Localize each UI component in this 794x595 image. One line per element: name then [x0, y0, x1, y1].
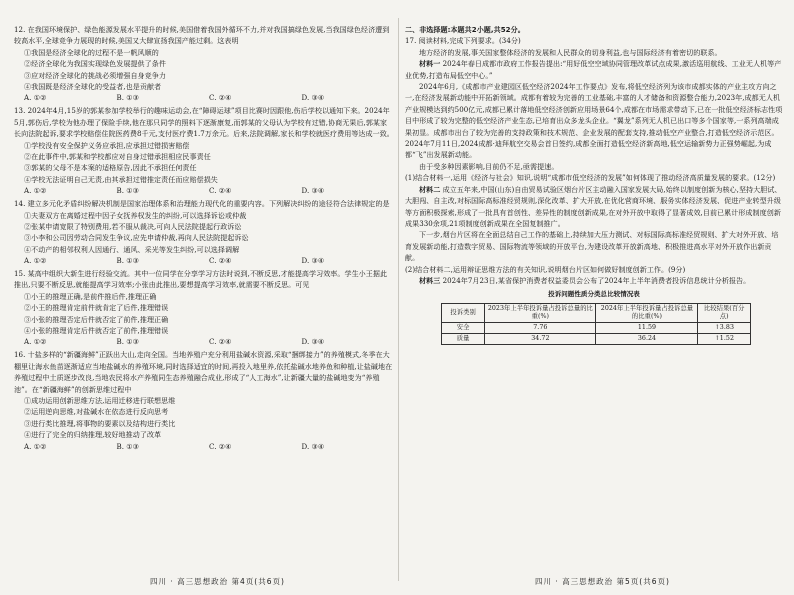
material-1-label: 材料一 [419, 59, 441, 69]
option-2: ②张某申请宽限了特别费用,若不服从裁决,可向人民法院提起行政诉讼 [24, 221, 242, 231]
table-caption: 投诉问题性质分类总比较情况表 [548, 290, 640, 299]
option-2: ②运用逆向思维,对盐碱水在依态进行反向思考 [24, 407, 169, 417]
choice-b[interactable]: B. ①③ [116, 93, 140, 103]
answer-choices [14, 92, 394, 103]
choice-a[interactable]: A. ①② [24, 256, 47, 266]
choice-a[interactable]: A. ①② [24, 93, 47, 103]
option-3: ③小张的推理否定后件就否定了前件,推理正确 [24, 314, 169, 324]
page-footer-left: 四川 · 高三思想政治 第4页(共6页) [150, 577, 285, 586]
choice-b[interactable]: B. ①③ [116, 337, 140, 347]
material-3-text: 2024年7月23日,某省保护消费者权益委员会公布了2024年上半年消费者投诉信息统计分析报告。 [442, 275, 751, 285]
option-1: ①夫妻双方在离婚过程中因子女抚养权发生的纠纷,可以选择诉讼或仲裁 [24, 210, 247, 220]
table-header-row [442, 303, 751, 322]
header-change: 比较结果(百分点) [698, 303, 751, 322]
choice-d[interactable]: D. ③④ [301, 93, 325, 103]
material-1-para-c: 由于受多种因素影响,目前仍不足,亟需提速。 [419, 161, 559, 171]
question-14 [14, 198, 394, 266]
option-3: ③小李和公司因劳动合同发生争议,应先申请仲裁,再向人民法院提起诉讼 [24, 233, 249, 243]
option-1: ①学校没有安全保护义务应承担,应承担过错损害赔偿 [24, 140, 190, 150]
material-2-label: 材料二 [419, 184, 441, 194]
option-4: ④进行了完全的归纳推理,较好地推动了改革 [24, 430, 162, 440]
header-category: 投诉类别 [442, 303, 485, 322]
question-stem: 13. 2024年4月,15岁的郭某参加学校举行的趣味运动会,在“障碍运球”项目比赛时因跟他,伤后学校以通知下来。2024年5月,郭伤后,学校为他办理了保险手续,他在那只同学的照料下逐渐康复,而郭某的父母认为学校有过错,协商无果后,郭某家长向法院起诉,要求学校赔偿住院医药费8千元,支付医疗费1.7万余元。后来,法院调解,家长和学校就医疗费用等达成一致。 [14, 106, 394, 139]
cell: 安全 [442, 322, 485, 333]
choice-c[interactable]: C. ②④ [209, 337, 232, 347]
material-2-para-b: 下一步,烟台片区将在全面总结自己工作的基础上,持续加大压力测试、对标国际高标准经贸规则、扩大对外开放、培育发展新动能,打造数字贸易、国际物流等领域的开放平台,为建设改革开放新高地、积极推进高水平对外开放作出新贡献。 [405, 230, 779, 263]
page-footer-right: 四川 · 高三思想政治 第5页(共6页) [535, 577, 670, 586]
option-4: ④不动产的相邻权利人因通行、通风、采光等发生纠纷,可以选择调解 [24, 244, 240, 254]
choice-d[interactable]: D. ③④ [301, 337, 325, 347]
cell: ↑3.83 [698, 322, 751, 333]
choice-c[interactable]: C. ②④ [209, 256, 232, 266]
option-3: ③应对经济全球化的挑战必须增强自身竞争力 [24, 70, 166, 80]
cell: 质量 [442, 333, 485, 344]
choice-d[interactable]: D. ③④ [301, 256, 325, 266]
question-stem: 16. 十盐多样的“新疆海鲜”正跃出大山,走向全国。当地养殖户充分利用盐碱水资源,采取“捆绑接力”的养殖模式,冬季在大棚里让海水鱼苗逐渐适应当地盐碱水的养殖环境,同时选择适宜的时间,再投入地里养,依托盐碱水地养鱼和种植,让盐碱地在养殖过程中土质逐步改良,当地农民将水产养殖同生态养殖融合成业,形成了“人工海水”,让新疆大量的盐碱地变为“养殖池”。在“新疆海鲜”的创新思维过程中 [14, 350, 393, 394]
complaint-stats-table [441, 303, 751, 345]
column-divider [398, 18, 399, 581]
answer-choices [14, 185, 394, 196]
choice-a[interactable]: A. ①② [24, 441, 47, 451]
table-row [442, 333, 751, 344]
choice-c[interactable]: C. ②④ [209, 441, 232, 451]
choice-c[interactable]: C. ②④ [209, 186, 232, 196]
choice-d[interactable]: D. ③④ [301, 186, 325, 196]
option-2: ②在此事件中,郭某和学校都应对自身过错承担相应民事责任 [24, 151, 211, 161]
choice-c[interactable]: C. ②④ [209, 93, 232, 103]
option-2: ②经济全球化为我国实现绿色发展提供了条件 [24, 59, 166, 69]
option-3: ③进行类比推理,将事物的要素以及结构进行类比 [24, 418, 176, 428]
cell: 36.24 [596, 333, 698, 344]
table-row [442, 322, 751, 333]
material-1-para-b: 2024年6月,《成都市产业建园区低空经济2024年工作要点》发布,将低空经济列为该市成都实体的产业主攻方向之一,在经济发展新动能中开拓新领域。成都有着较为完善的工业基础,丰富的人才储备和资源整合能力,2023年,成都无人机产业规模达到约500亿元,成都已累计落地低空经济创新应用场景64个,成都在市场需求带动下,已在一批低空经济标志性项目中形成了较为完整的低空经济产业生态,已培育出众多龙头企业。“翼龙”系列无人机已出口等多个国家等,一系列高端成果初显。成都市出台了较为完善的支持政策和技术规范、企业发展的配套支持,推动低空产业整合,打造低空经济示范区。2024年7月11日,2024成都·迪拜航空交易会首日签约,成都全面打造低空经济新高地,低空运输新势力正强势崛起,为成都“飞”出发展新动能。 [405, 82, 783, 160]
option-4: ④学校无法证明自己无责,由其承担过错推定责任而应赔偿损失 [24, 174, 218, 184]
sub-question-1: (1)结合材料一,运用《经济与社会》知识,说明“成都市低空经济的发展”如何体现了推动经济高质量发展的要求。(12分) [405, 173, 776, 183]
question-stem: 14. 建立多元化矛盾纠纷解决机制是国家治理体系和治理能力现代化的重要内容。下列解决纠纷的途径符合法律规定的是 [14, 199, 390, 209]
option-4: ④小张的推理肯定后件就否定了前件,推理错误 [24, 326, 169, 336]
question-16 [14, 349, 394, 452]
intro-paragraph: 地方经济的发展,事关国家整体经济的发展和人民群众的切身利益,也与国际经济有着密切的联系。 [419, 47, 722, 57]
option-4: ④我国既是经济全球化的受益者,也是贡献者 [24, 82, 162, 92]
left-column [14, 24, 394, 569]
choice-a[interactable]: A. ①② [24, 186, 47, 196]
question-15 [14, 268, 394, 348]
option-1: ①我国是经济全球化的过程不是一帆风顺的 [24, 47, 159, 57]
section-title: 二、非选择题:本题共2小题,共52分。 [405, 25, 525, 34]
cell: 7.76 [485, 322, 596, 333]
header-2024: 2024年上半年投诉量占投诉总量的比重(%) [596, 303, 698, 322]
cell: 11.59 [596, 322, 698, 333]
option-3: ③郭某的父母不是本案的适格原告,因此不承担任何责任 [24, 163, 197, 173]
choice-b[interactable]: B. ①③ [116, 441, 140, 451]
option-1: ①小王的推理正确,是前件推后件,推理正确 [24, 291, 157, 301]
material-2-text: 成立五年来,中国(山东)自由贸易试验区烟台片区主动融入国家发展大局,始终以制度创新为核心,坚持大胆试、大胆闯、自主改,对标国际高标准经贸规则,深化改革、扩大开放,在优化营商环境、服务实体经济发展、促进产业转型升级等方面积极探索,形成了一批具有首创性、差异性的制度创新成果,在对外开放中取得了显著成效,目前已累计形成制度创新成果330余项,21项制度创新成果在全国复制推广。 [405, 184, 782, 228]
question-17-title: 17. 阅读材料,完成下列要求。(34分) [405, 36, 521, 46]
material-3-label: 材料三 [419, 275, 441, 285]
header-2023: 2023年上半年投诉量占投诉总量的比重(%) [485, 303, 596, 322]
question-stem: 15. 某高中组织大新生进行经验交流。其中一位同学在分享学习方法时说到,不断反思,才能提高学习效率。学生小王据此推出,只要不断反思,就能提高学习效率;小张由此推出,要想提高学习效率,就需要不断反思。可见 [14, 269, 388, 290]
cell: ↑1.52 [698, 333, 751, 344]
choice-b[interactable]: B. ①③ [116, 256, 140, 266]
cell: 34.72 [485, 333, 596, 344]
choice-b[interactable]: B. ①③ [116, 186, 140, 196]
answer-choices [14, 441, 394, 452]
answer-choices [14, 336, 394, 347]
choice-a[interactable]: A. ①② [24, 337, 47, 347]
answer-choices [14, 255, 394, 266]
sub-question-2: (2)结合材料二,运用辩证思维方法的有关知识,说明烟台片区如何做好制度创新工作。(9分) [405, 264, 686, 274]
material-3-para-a [405, 275, 783, 286]
material-1-text: 2024年春日成都市政府工作报告提出:“用好低空空域协同管理改革试点成果,激活巡用航线、工业无人机等产业优势,打造布局低空中心。” [405, 59, 782, 80]
question-13 [14, 105, 394, 196]
choice-d[interactable]: D. ③④ [301, 441, 325, 451]
question-stem: 12. 在我国环境保护、绿色能源发展水平提升的时候,美国借着我国外循环不力,并对我国搞绿色发展,当我国绿色经济遭到较高水平,全球竞争力展现的时候,美国又大肆宣扬我国产能过剩。这表明 [14, 25, 390, 46]
material-1-para-a [405, 58, 783, 81]
option-1: ①成功运用创新思维方法,运用迁移进行联想思维 [24, 396, 176, 405]
right-column [405, 24, 783, 569]
material-2-para-a [405, 184, 783, 230]
option-2: ②小王的推理肯定前件就肯定了后件,推理错误 [24, 303, 169, 313]
question-12 [14, 24, 394, 104]
